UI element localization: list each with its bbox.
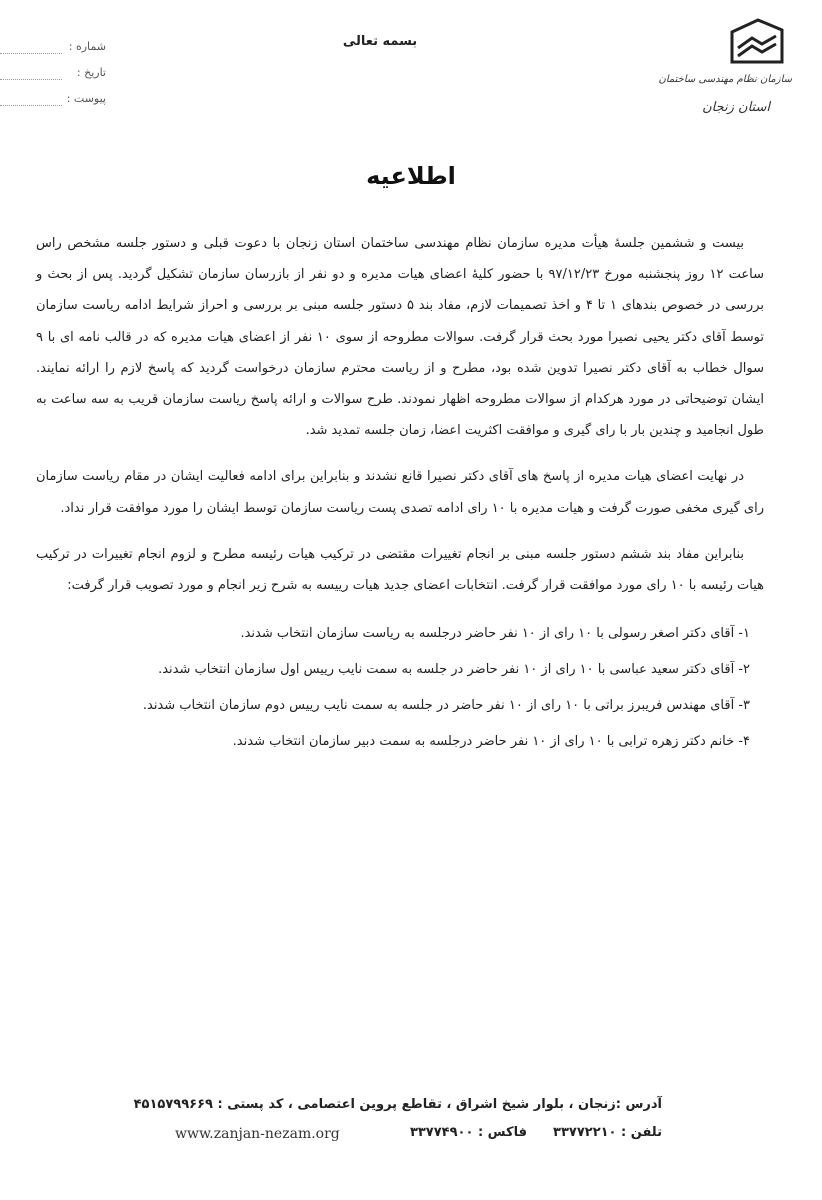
footer-address: آدرس :زنجان ، بلوار شیخ اشراق ، تقاطع پروین اعتصامی ، کد پستی : ۴۵۱۵۷۹۹۶۶۹ [133,1097,662,1112]
list-item: ۲- آقای دکتر سعید عباسی با ۱۰ رای از ۱۰ نفر حاضر در جلسه به سمت نایب رییس اول سازمان انتخاب شدند. [158,662,750,678]
meta-attachment-field [0,105,62,106]
meta-date-label: تاریخ : [76,66,106,79]
footer-contacts [410,1125,662,1140]
letter-meta [0,40,120,118]
document-title: اطلاعیه [366,162,456,190]
meta-number-row [0,40,120,66]
org-logo [658,14,792,124]
building-logo-icon [728,18,786,66]
meta-attachment-row [0,92,120,118]
invocation: بسمه تعالی [342,34,418,49]
elected-members-list [36,616,764,760]
org-province: استان زنجان [702,100,770,115]
meta-date-row [0,66,120,92]
list-item: ۳- آقای مهندس فریبرز براتی با ۱۰ رای از ۱۰ نفر حاضر در جلسه به سمت نایب رییس دوم سازمان انتخاب شدند. [142,698,750,714]
meta-date-field [0,79,62,80]
meta-attachment-label: پیوست : [66,92,106,105]
footer-fax: فاکس : ۳۳۷۷۴۹۰۰ [409,1125,528,1140]
list-item: ۴- خانم دکتر زهره ترابی با ۱۰ رای از ۱۰ نفر حاضر درجلسه به سمت دبیر سازمان انتخاب شدند. [232,734,750,750]
website-link[interactable]: www.zanjan-nezam.org [175,1126,340,1142]
paragraph: بنابراین مفاد بند ششم دستور جلسه مبنی بر انجام تغییرات مقتضی در ترکیب هیات رئیسه مطرح و لزوم انجام تغییرات در ترکیب هیات رئیسه با ۱۰ رای مورد موافقت قرار گرفت. انتخابات اعضای جدید هیات رییسه به شرح زیر انجام و مورد تصویب قرار گرفت: [36,546,764,594]
document-body [36,228,764,760]
paragraph: در نهایت اعضای هیات مدیره از پاسخ های آقای دکتر نصیرا قانع نشدند و بنابراین برای ادامه فعالیت ایشان در مقام ریاست سازمان رای گیری مخفی صورت گرفت و هیات مدیره با ۱۰ رای ادامه تصدی پست ریاست سازمان توسط ایشان را مورد موافقت قرار نداد. [36,469,764,516]
list-item: ۱- آقای دکتر اصغر رسولی با ۱۰ رای از ۱۰ نفر حاضر درجلسه به ریاست سازمان انتخاب شدند. [240,626,750,642]
footer-phone: تلفن : ۳۳۷۷۲۲۱۰ [553,1125,662,1140]
org-name: سازمان نظام مهندسی ساختمان [658,74,792,85]
meta-number-field [0,53,62,54]
meta-number-label: شماره : [68,40,106,53]
paragraph: بیست و ششمین جلسهٔ هیأت مدیره سازمان نظام مهندسی ساختمان استان زنجان با دعوت قبلی و دستور جلسه مشخص راس ساعت ۱۲ روز پنجشنبه مورخ ۹۷/۱۲/۲۳ با حضور کلیهٔ اعضای هیات مدیره و دو نفر از بازرسان سازمان تشکیل گردید. پس از بحث و بررسی در خصوص بندهای ۱ تا ۴ و اخذ تصمیمات لازم، مفاد بند ۵ دستور جلسه مبنی بر بررسی و احراز شرایط ادامه ریاست سازمان توسط آقای دکتر یحیی نصیرا مورد بحث قرار گرفت. سوالات مطروحه از سوی ۱۰ نفر از اعضای هیات مدیره که در قالب نامه ای با ۹ سوال خطاب به آقای دکتر نصیرا تدوین شده بود، مطرح و از ریاست محترم سازمان درخواست گردید که پاسخ لازم را ارائه نمایند. ایشان توضیحاتی در مورد هرکدام از سوالات مطروحه اظهار نمودند. طرح سوالات و ارائه پاسخ ریاست سازمان قریب به سه ساعت به طول انجامید و چندین بار با رای گیری و موافقت اکثریت اعضا، زمان جلسه تمدید شد. [36,236,764,439]
